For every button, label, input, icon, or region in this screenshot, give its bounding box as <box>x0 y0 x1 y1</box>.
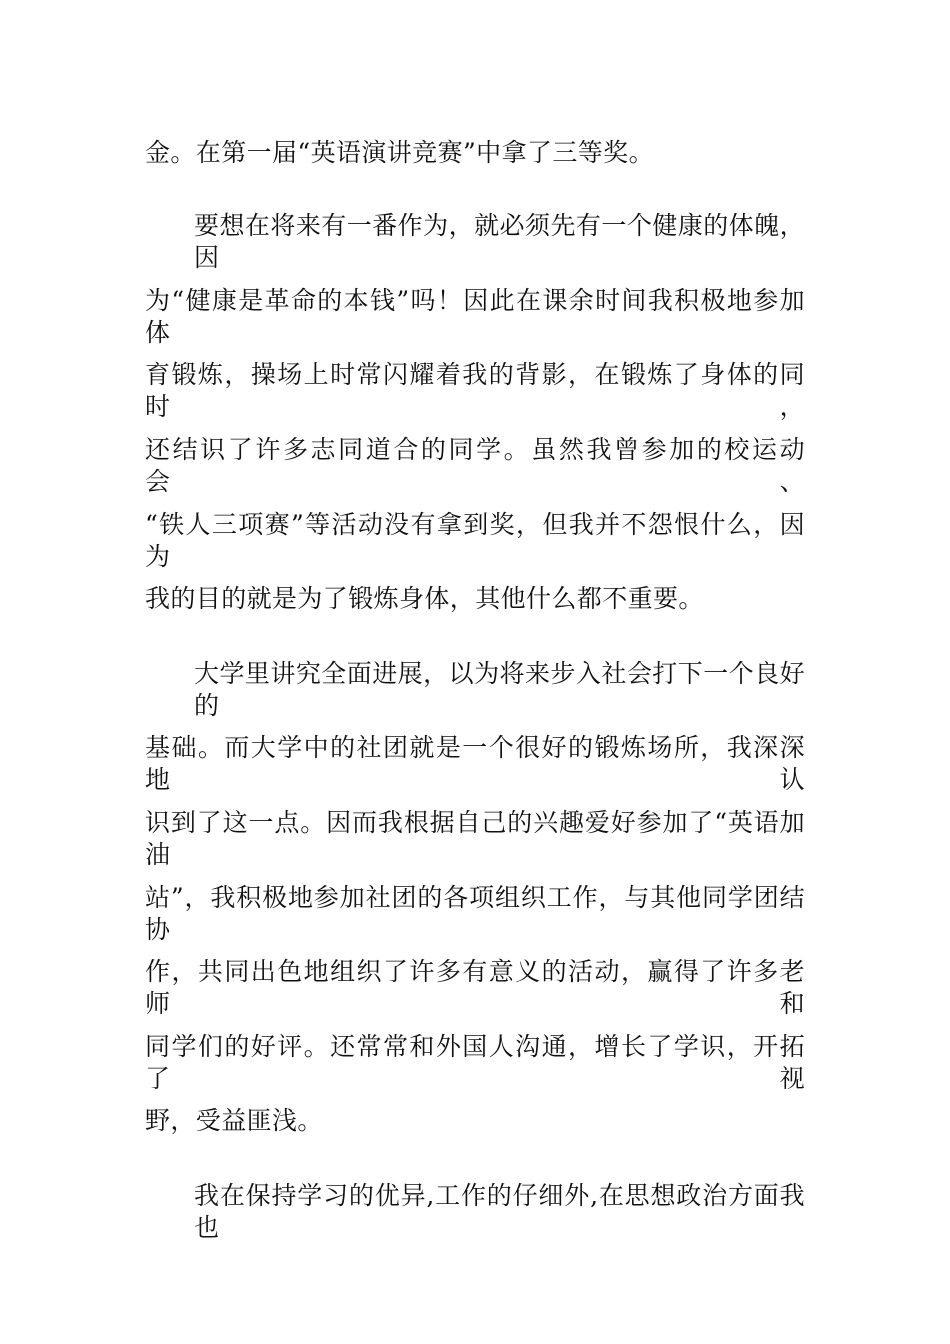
text-line-2: 要想在将来有一番作为，就必须先有一个健康的体魄，因 <box>194 211 805 272</box>
text-line-1: 金。在第一届“英语演讲竞赛”中拿了三等奖。 <box>145 138 654 167</box>
text-line-7: 我的目的就是为了锻炼身体，其他什么都不重要。 <box>145 584 704 613</box>
text-line-3: 为“健康是革命的本钱”吗！因此在课余时间我积极地参加体 <box>145 286 805 347</box>
text-line-15: 我在保持学习的优异,工作的仔细外,在思想政治方面我也 <box>194 1181 805 1242</box>
text-line-6: “铁人三项赛”等活动没有拿到奖，但我并不怨恨什么，因为 <box>145 510 805 571</box>
text-line-9: 基础。而大学中的社团就是一个很好的锻炼场所，我深深地认 <box>145 733 805 794</box>
text-line-14: 野，受益匪浅。 <box>145 1106 323 1135</box>
text-line-8: 大学里讲究全面进展，以为将来步入社会打下一个良好的 <box>194 659 805 720</box>
text-line-5: 还结识了许多志同道合的同学。虽然我曾参加的校运动会、 <box>145 435 805 496</box>
text-line-10: 识到了这一点。因而我根据自己的兴趣爱好参加了“英语加油 <box>145 808 805 869</box>
text-line-4: 育锻炼，操场上时常闪耀着我的背影，在锻炼了身体的同时， <box>145 360 805 421</box>
text-line-11: 站”，我积极地参加社团的各项组织工作，与其他同学团结协 <box>145 883 805 944</box>
text-line-12: 作，共同出色地组织了许多有意义的活动，赢得了许多老师和 <box>145 957 805 1018</box>
text-line-13: 同学们的好评。还常常和外国人沟通，增长了学识，开拓了视 <box>145 1032 805 1093</box>
